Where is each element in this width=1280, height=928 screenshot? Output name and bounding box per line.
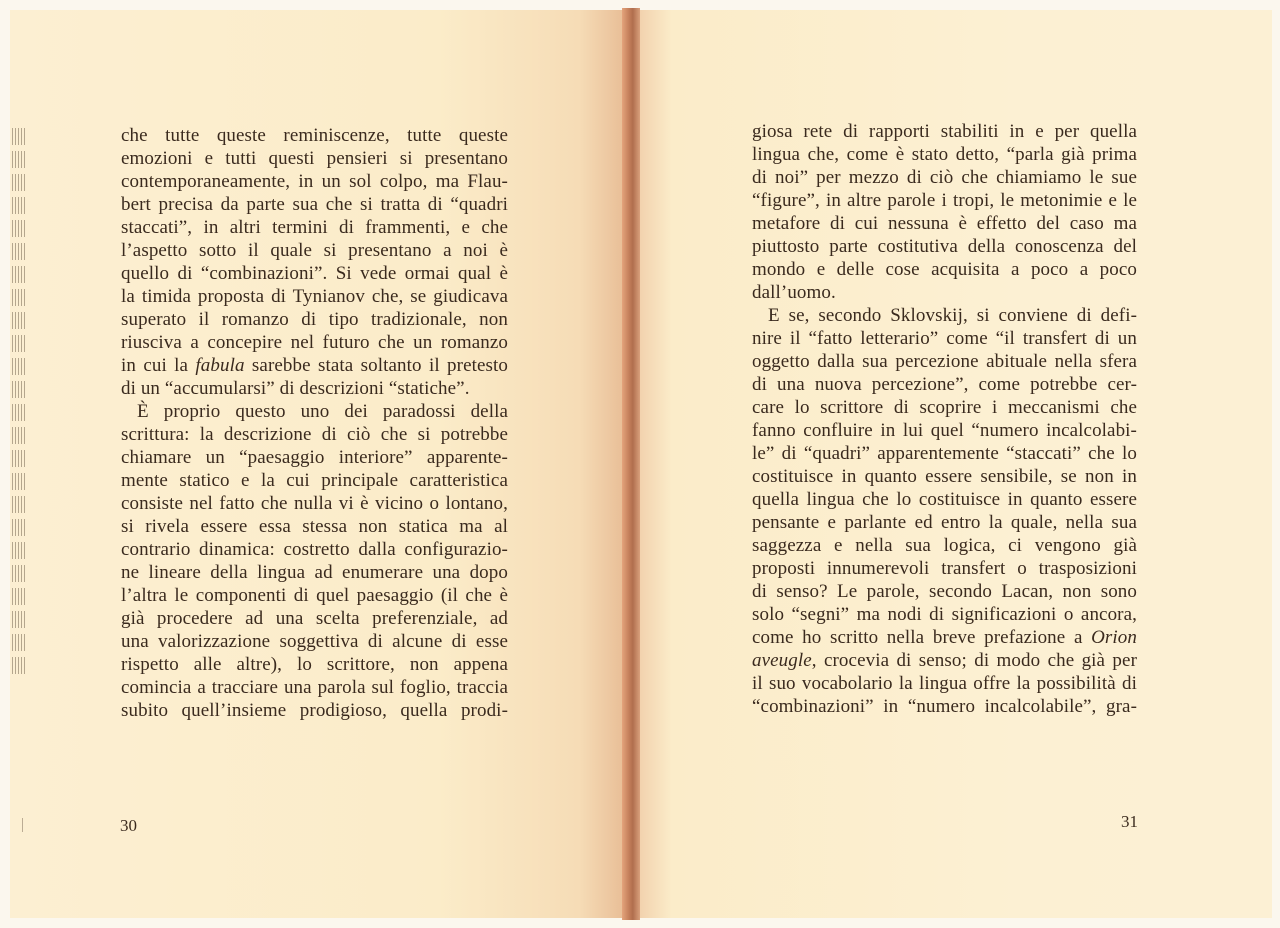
- text-segment: mondo e delle cose acquisita a poco a poco: [752, 259, 1137, 280]
- text-segment: il suo vocabolario la lingua offre la possibilità di: [752, 673, 1137, 694]
- text-line: [121, 630, 508, 653]
- text-segment: proposti innumerevoli transfert o trasposizioni: [752, 558, 1137, 579]
- text-segment: E se, secondo Sklovskij, si conviene di defi-: [768, 305, 1137, 326]
- text-segment: consiste nel fatto che nulla vi è vicino o lontano,: [121, 493, 508, 514]
- text-line: [121, 446, 508, 469]
- text-line: [121, 239, 508, 262]
- text-segment: fanno confluire in lui quel “numero incalcolabi-: [752, 420, 1137, 441]
- text-line: [752, 488, 1137, 511]
- text-segment: saggezza e nella sua logica, ci vengono già: [752, 535, 1137, 556]
- text-segment: una valorizzazione soggettiva di alcune di esse: [121, 631, 508, 652]
- text-line: [752, 626, 1137, 649]
- text-segment: ne lineare della lingua ad enumerare una dopo: [121, 562, 508, 583]
- text-line: [121, 331, 508, 354]
- text-segment: lingua che, come è stato detto, “parla già prima: [752, 144, 1137, 165]
- text-segment: , crocevia di senso; di modo che già per: [811, 650, 1137, 671]
- text-segment: giosa rete di rapporti stabiliti in e per quella: [752, 121, 1137, 142]
- text-segment: emozioni e tutti questi pensieri si presentano: [121, 148, 508, 169]
- text-line: [752, 419, 1137, 442]
- text-line: [752, 580, 1137, 603]
- text-segment: che tutte queste reminiscenze, tutte queste: [121, 125, 508, 146]
- text-segment: mente statico e la cui principale caratteristica: [121, 470, 508, 491]
- text-segment: subito quell’insieme prodigioso, quella prodi-: [121, 700, 508, 721]
- text-line: [121, 377, 508, 400]
- text-segment: comincia a tracciare una parola sul foglio, traccia: [121, 677, 508, 698]
- text-line: [121, 147, 508, 170]
- text-segment: scrittura: la descrizione di ciò che si potrebbe: [121, 424, 508, 445]
- text-line: [121, 170, 508, 193]
- text-segment: metafore di cui nessuna è effetto del caso ma: [752, 213, 1137, 234]
- text-line: [121, 400, 508, 423]
- bleed-through-text: [12, 128, 28, 728]
- text-segment: oggetto dalla sua percezione abituale nella sfera: [752, 351, 1137, 372]
- text-line: [121, 676, 508, 699]
- text-line: [752, 534, 1137, 557]
- text-segment: chiamare un “paesaggio interiore” apparente-: [121, 447, 508, 468]
- text-line: [752, 258, 1137, 281]
- text-segment: le” di “quadri” apparentemente “staccati” che lo: [752, 443, 1137, 464]
- page-number-right: 31: [1121, 812, 1138, 831]
- page-number-left: 30: [120, 816, 137, 835]
- right-page-body-text: [752, 120, 1137, 718]
- text-segment: superato il romanzo di tipo tradizionale, non: [121, 309, 508, 330]
- text-segment: di un “accumularsi” di descrizioni “statiche”.: [121, 378, 470, 399]
- text-line: [752, 189, 1137, 212]
- text-line: [752, 212, 1137, 235]
- book-gutter: [622, 8, 640, 920]
- text-segment: di una nuova percezione”, come potrebbe cer-: [752, 374, 1137, 395]
- text-segment: È proprio questo uno dei paradossi della: [137, 401, 508, 422]
- text-line: [752, 120, 1137, 143]
- text-segment: nire il “fatto letterario” come “il transfert di un: [752, 328, 1137, 349]
- text-segment: si rivela essere essa stessa non statica ma al: [121, 516, 508, 537]
- text-line: [752, 281, 1137, 304]
- text-line: [121, 699, 508, 722]
- left-page-body-text: [121, 124, 508, 722]
- text-line: [752, 603, 1137, 626]
- text-line: [121, 538, 508, 561]
- italic-title: aveugle: [752, 650, 812, 671]
- text-line: [121, 285, 508, 308]
- text-line: [121, 262, 508, 285]
- text-segment: la timida proposta di Tynianov che, se giudicava: [121, 286, 508, 307]
- text-segment: l’aspetto sotto il quale si presentano a noi è: [121, 240, 508, 261]
- text-segment: di senso? Le parole, secondo Lacan, non sono: [752, 581, 1137, 602]
- text-line: [121, 308, 508, 331]
- text-segment: dall’uomo.: [752, 282, 836, 303]
- text-segment: rispetto alle altre), lo scrittore, non appena: [121, 654, 508, 675]
- text-line: [752, 304, 1137, 327]
- text-segment: piuttosto parte costitutiva della conoscenza del: [752, 236, 1137, 257]
- text-line: [121, 515, 508, 538]
- text-line: [121, 561, 508, 584]
- text-line: [752, 143, 1137, 166]
- text-line: [121, 193, 508, 216]
- text-segment: bert precisa da parte sua che si tratta di “quadri: [121, 194, 508, 215]
- text-segment: già procedere ad una scelta preferenziale, ad: [121, 608, 508, 629]
- text-segment: quella lingua che lo costituisce in quanto essere: [752, 489, 1137, 510]
- text-line: [121, 607, 508, 630]
- text-segment: sarebbe stata soltanto il pretesto: [244, 355, 508, 376]
- text-line: [121, 124, 508, 147]
- text-segment: pensante e parlante ed entro la quale, nella sua: [752, 512, 1137, 533]
- text-segment: come ho scritto nella breve prefazione a: [752, 627, 1092, 648]
- text-segment: solo “segni” ma nodi di significazioni o ancora,: [752, 604, 1137, 625]
- text-line: [121, 423, 508, 446]
- text-line: [752, 557, 1137, 580]
- text-line: [121, 216, 508, 239]
- text-segment: staccati”, in altri termini di frammenti, e che: [121, 217, 508, 238]
- italic-title: fabula: [195, 355, 245, 376]
- text-segment: l’altra le componenti di quel paesaggio (il che è: [121, 585, 508, 606]
- text-segment: riusciva a concepire nel futuro che un romanzo: [121, 332, 508, 353]
- italic-title: Orion: [1091, 627, 1137, 648]
- text-segment: di noi” per mezzo di ciò che chiamiamo le sue: [752, 167, 1137, 188]
- text-segment: contrario dinamica: costretto dalla configurazio-: [121, 539, 508, 560]
- text-segment: “figure”, in altre parole i tropi, le metonimie e le: [752, 190, 1137, 211]
- text-line: [121, 584, 508, 607]
- text-line: [752, 695, 1137, 718]
- text-line: [121, 469, 508, 492]
- text-segment: quello di “combinazioni”. Si vede ormai qual è: [121, 263, 508, 284]
- text-line: [752, 327, 1137, 350]
- text-line: [752, 649, 1137, 672]
- text-line: [752, 166, 1137, 189]
- text-line: [121, 653, 508, 676]
- text-segment: care lo scrittore di scoprire i meccanismi che: [752, 397, 1137, 418]
- text-segment: costituisce in quanto essere sensibile, se non in: [752, 466, 1137, 487]
- text-line: [752, 511, 1137, 534]
- text-line: [752, 350, 1137, 373]
- text-line: [752, 373, 1137, 396]
- text-segment: contemporaneamente, in un sol colpo, ma Flau-: [121, 171, 508, 192]
- text-line: [121, 354, 508, 377]
- text-line: [752, 396, 1137, 419]
- text-line: [121, 492, 508, 515]
- text-segment: “combinazioni” in “numero incalcolabile”, gra-: [752, 696, 1137, 717]
- text-line: [752, 465, 1137, 488]
- bleed-through-mark: [22, 818, 23, 832]
- text-segment: in cui la: [121, 355, 196, 376]
- text-line: [752, 672, 1137, 695]
- text-line: [752, 235, 1137, 258]
- text-line: [752, 442, 1137, 465]
